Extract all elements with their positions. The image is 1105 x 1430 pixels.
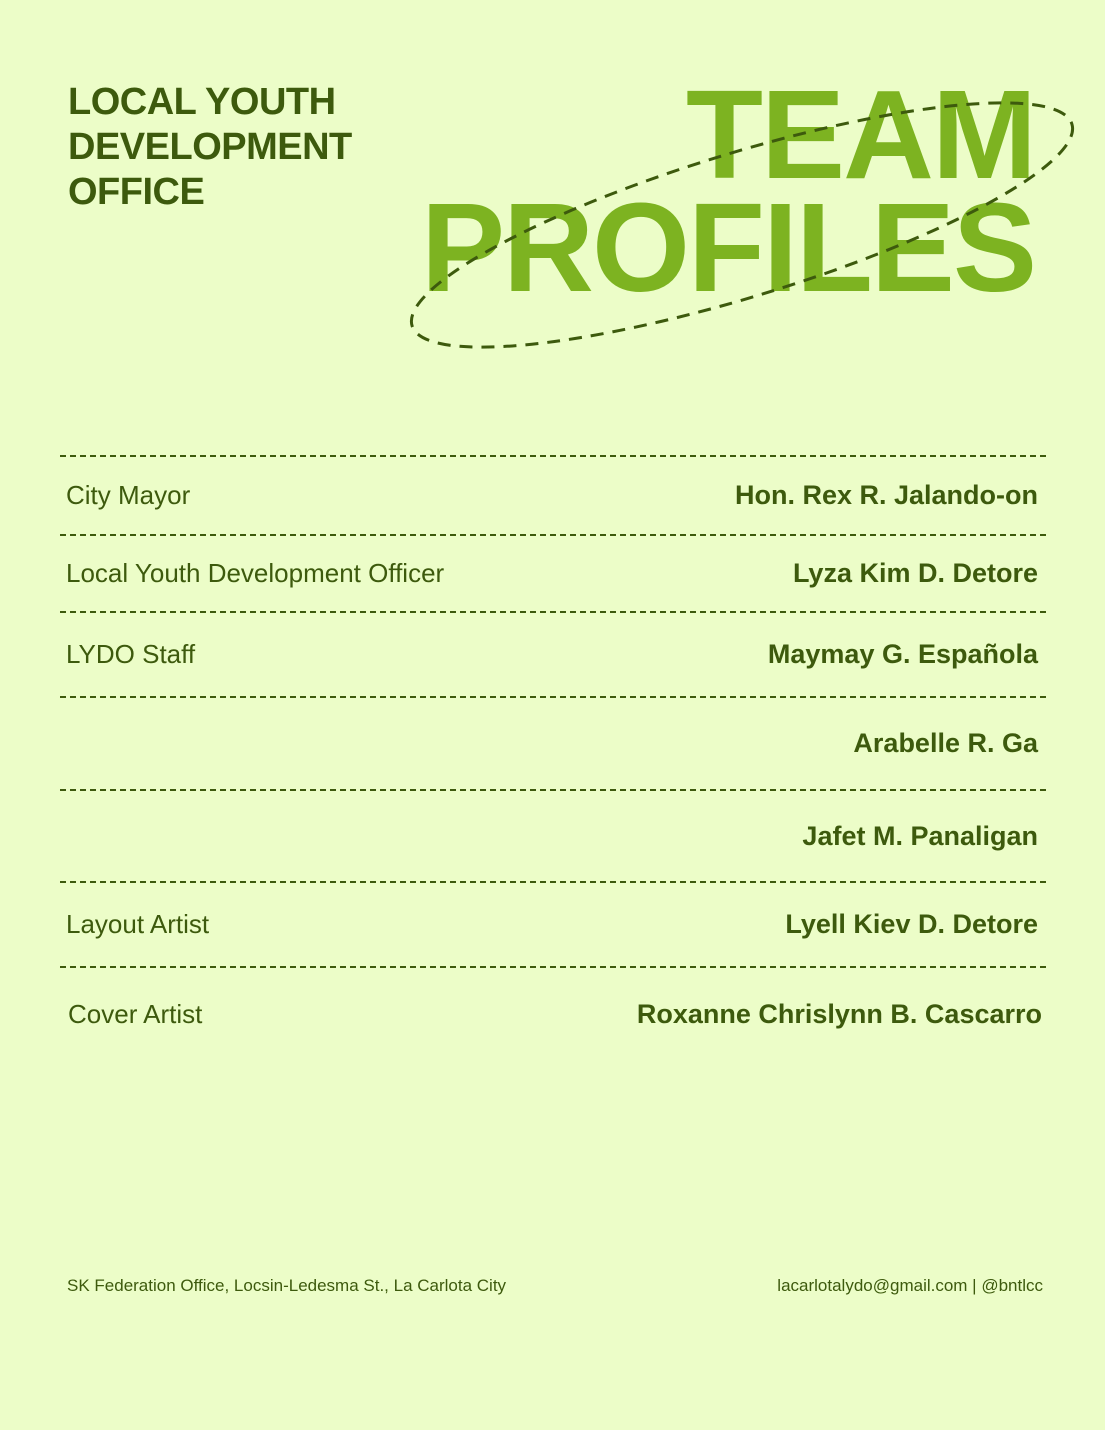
roster-row	[60, 791, 1046, 881]
office-name	[68, 80, 428, 215]
dashed-orbit-decoration	[400, 60, 1100, 390]
member-name: Lyza Kim D. Detore	[792, 558, 1038, 588]
title-line-1: TEAM	[686, 64, 1035, 205]
roster-row	[60, 457, 1046, 534]
role-label: City Mayor	[66, 480, 191, 510]
title-line-2: PROFILES	[420, 177, 1035, 318]
member-name: Roxanne Chrislynn B. Cascarro	[636, 998, 1042, 1029]
roster-row	[60, 698, 1046, 789]
roster-row	[60, 968, 1046, 1060]
team-roster	[60, 455, 1046, 1060]
roster-row	[60, 883, 1046, 966]
member-name: Hon. Rex R. Jalando-on	[734, 480, 1038, 510]
page-title	[400, 60, 1100, 390]
role-label: Local Youth Development Officer	[66, 558, 445, 588]
member-name: Arabelle R. Ga	[853, 728, 1038, 758]
office-name-line-3: OFFICE	[68, 171, 205, 213]
role-label: LYDO Staff	[66, 639, 196, 669]
roster-row	[60, 536, 1046, 611]
member-name: Maymay G. Española	[767, 639, 1038, 669]
office-address: SK Federation Office, Locsin-Ledesma St., La Carlota City	[67, 1276, 507, 1295]
role-label: Layout Artist	[66, 909, 210, 939]
member-name: Lyell Kiev D. Detore	[785, 909, 1038, 939]
role-label: Cover Artist	[68, 998, 203, 1029]
member-name: Jafet M. Panaligan	[802, 820, 1038, 851]
footer	[67, 1276, 1043, 1296]
office-name-line-2: DEVELOPMENT	[68, 126, 352, 168]
contact-info: lacarlotalydo@gmail.com | @bntlcc	[777, 1276, 1043, 1295]
roster-row	[60, 613, 1046, 696]
office-name-line-1: LOCAL YOUTH	[68, 81, 336, 123]
